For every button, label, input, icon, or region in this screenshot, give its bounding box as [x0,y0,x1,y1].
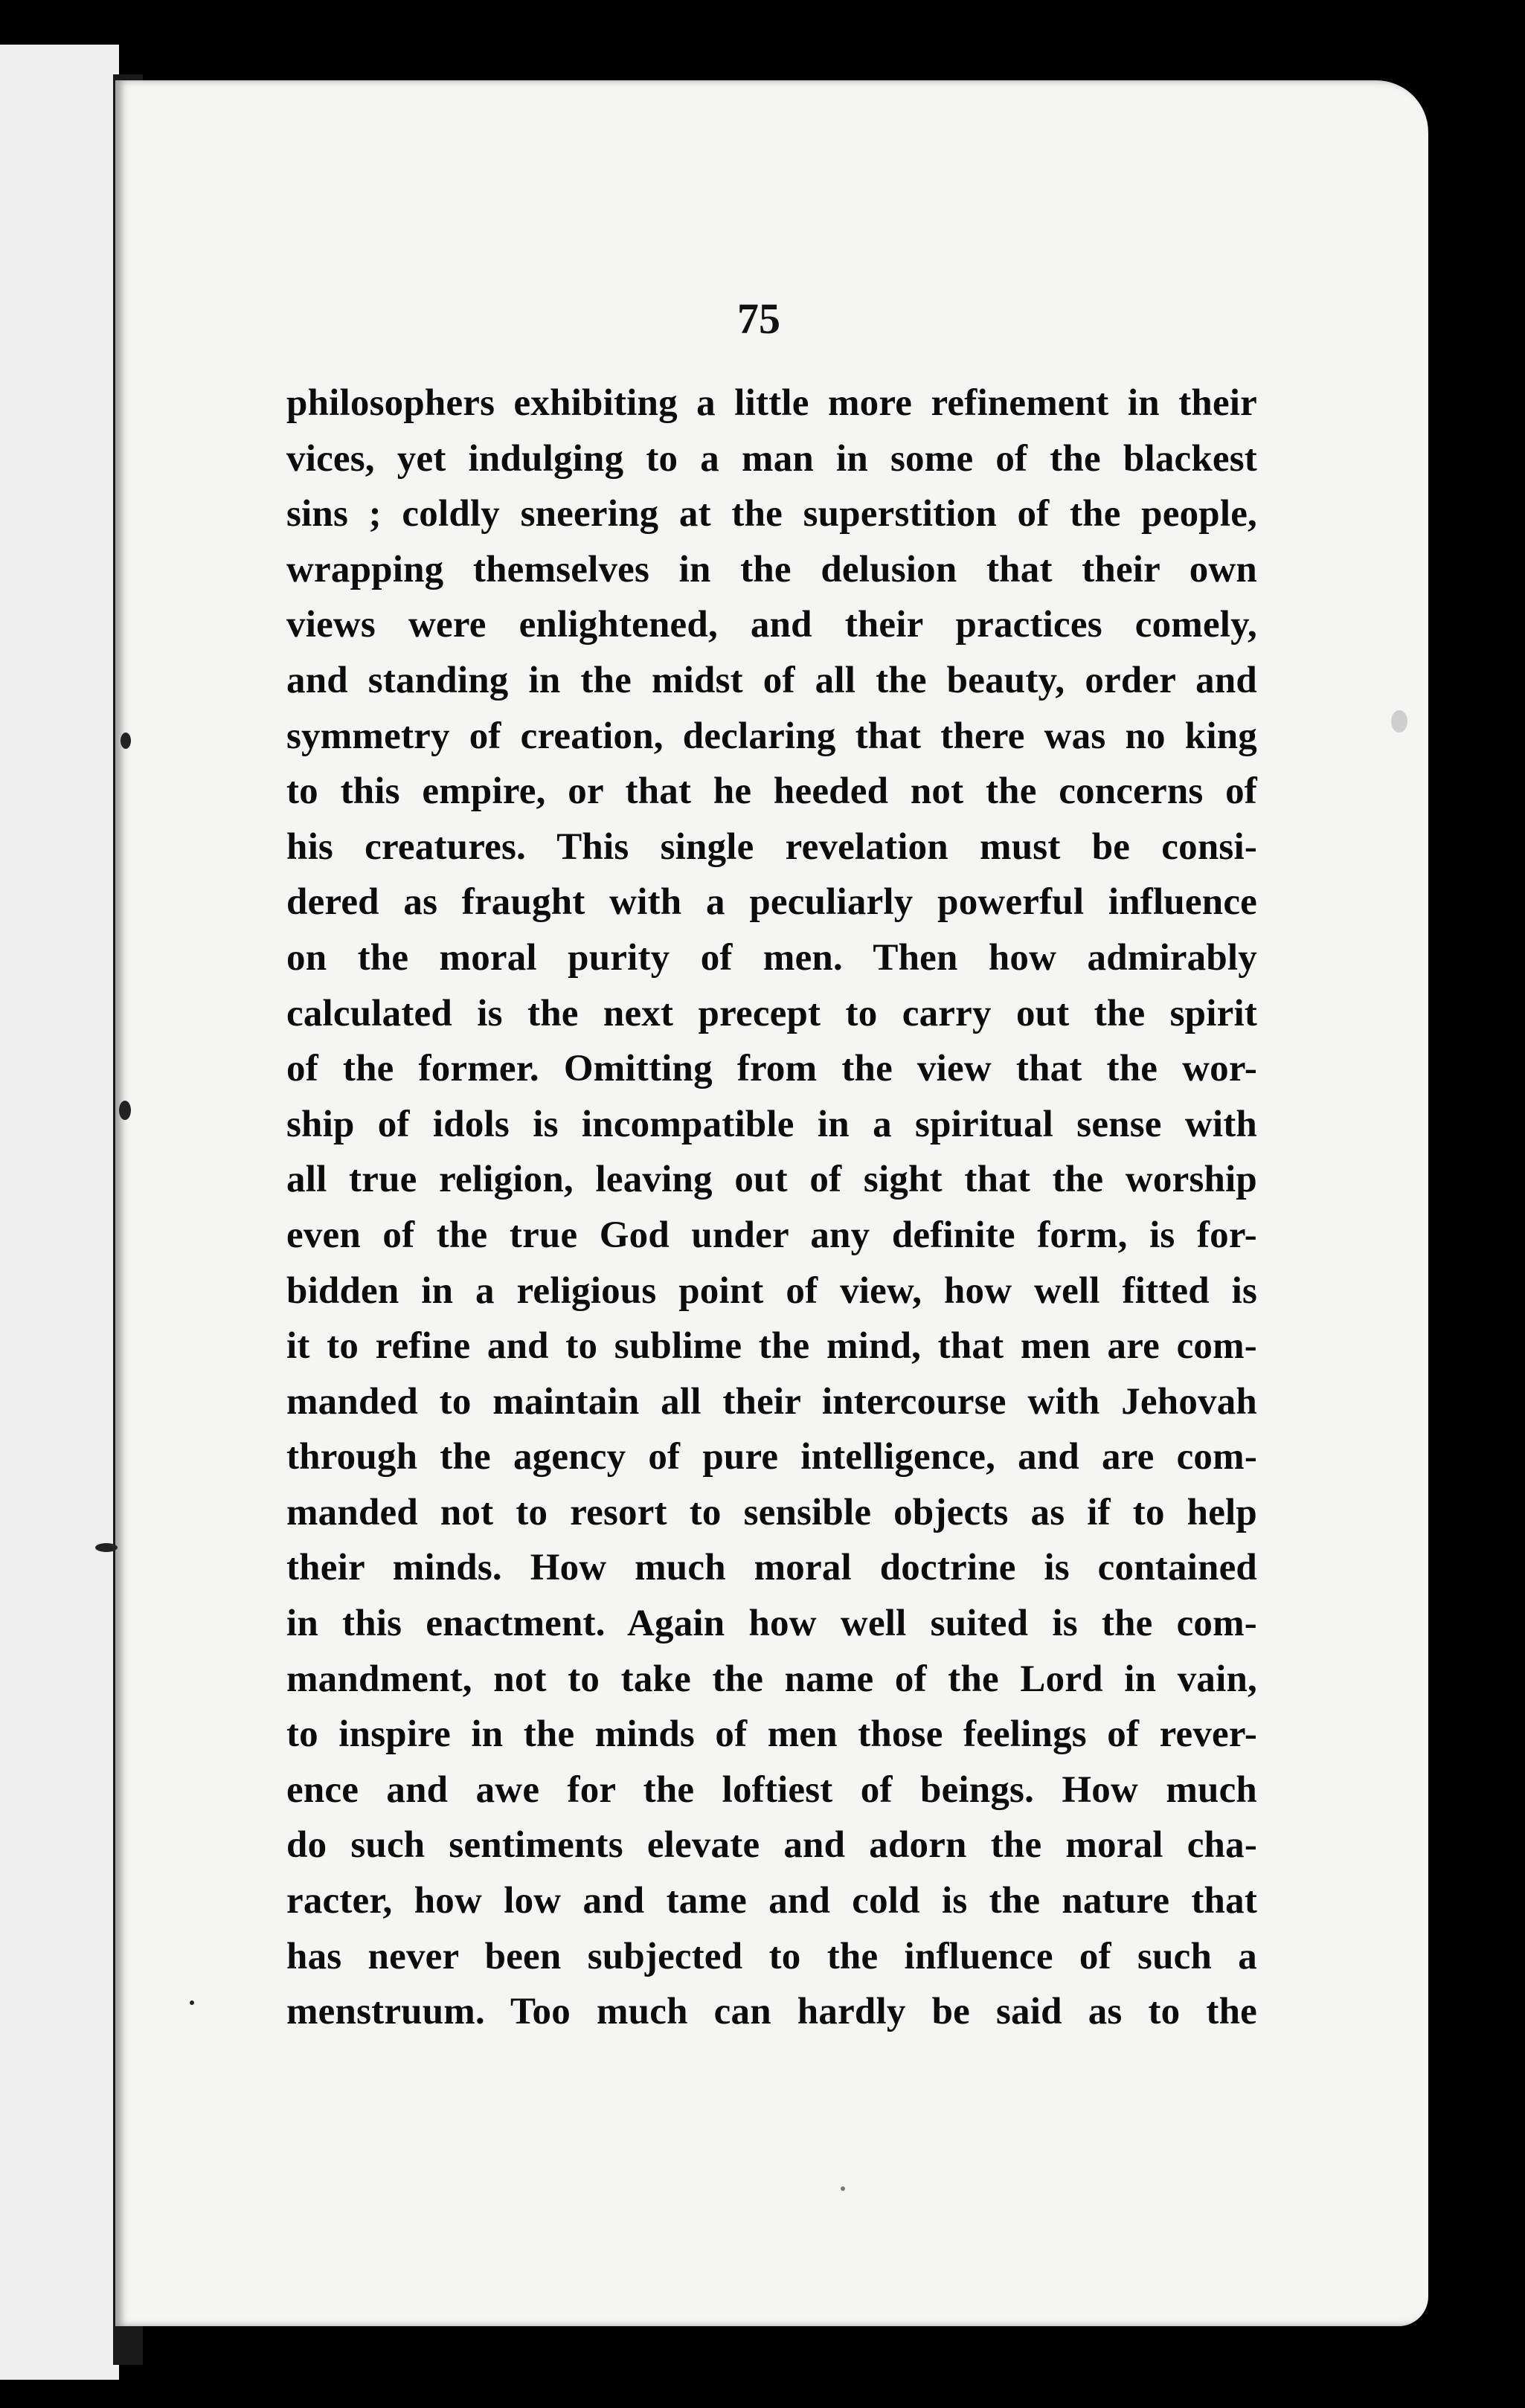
text-line: has never been subjected to the influence of such a [286,1935,1257,1977]
text-line: to this empire, or that he heeded not the concerns of [286,770,1257,813]
text-line: their minds. How much moral doctrine is contained [286,1547,1257,1589]
text-line: views were enlightened, and their practices comely, [286,604,1257,646]
text-line: and standing in the midst of all the beauty, order and [286,659,1257,701]
text-line: ship of idols is incompatible in a spiritual sense with [286,1103,1257,1145]
text-line: racter, how low and tame and cold is the nature that [286,1880,1257,1922]
scan-speck [841,2186,845,2191]
text-line: wrapping themselves in the delusion that their own [286,548,1257,590]
text-line: dered as fraught with a peculiarly powerful influence [286,881,1257,924]
text-line: his creatures. This single revelation must be consi- [286,825,1257,868]
text-line: philosophers exhibiting a little more refinement in their [286,382,1257,424]
text-line: on the moral purity of men. Then how admirably [286,936,1257,979]
scan-speck [119,1101,131,1120]
text-line: ence and awe for the loftiest of beings. How much [286,1768,1257,1811]
text-line: bidden in a religious point of view, how well fitted is [286,1269,1257,1312]
scan-speck [190,2000,194,2005]
text-line: of the former. Omitting from the view that the wor- [286,1048,1257,1090]
text-line: manded not to resort to sensible objects as if to help [286,1491,1257,1533]
facing-page-edge [0,45,119,2380]
scan-speck [121,733,131,749]
text-line: manded to maintain all their intercourse with Jehovah [286,1380,1257,1423]
text-line: mandment, not to take the name of the Lord in vain, [286,1658,1257,1700]
text-line: in this enactment. Again how well suited is the com- [286,1603,1257,1645]
scan-speck [1391,710,1407,733]
text-line: vices, yet indulging to a man in some of the blackest [286,437,1257,480]
text-line: calculated is the next precept to carry out the spirit [286,992,1257,1034]
text-line: even of the true God under any definite form, is for- [286,1214,1257,1256]
text-line: symmetry of creation, declaring that there was no king [286,715,1257,757]
text-line: through the agency of pure intelligence, and are com- [286,1436,1257,1478]
body-text [286,376,1257,2040]
text-line: menstruum. Too much can hardly be said as to the [286,1991,1257,2033]
scan-speck [95,1543,118,1552]
text-line: it to refine and to sublime the mind, that men are com- [286,1325,1257,1368]
text-line: all true religion, leaving out of sight that the worship [286,1159,1257,1201]
page-number: 75 [737,294,780,343]
text-line: do such sentiments elevate and adorn the moral cha- [286,1824,1257,1867]
text-line: sins ; coldly sneering at the superstition of the people, [286,493,1257,535]
text-line: to inspire in the minds of men those feelings of rever- [286,1713,1257,1756]
